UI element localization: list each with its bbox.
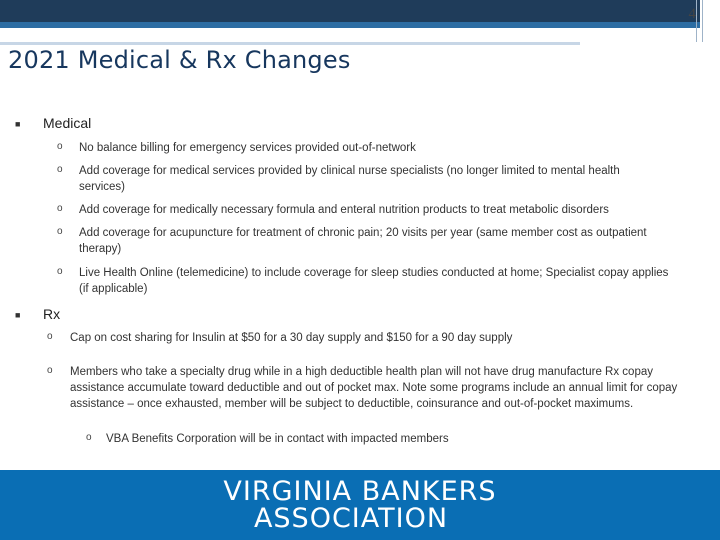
circle-bullet-icon: o xyxy=(57,226,63,237)
circle-bullet-icon: o xyxy=(47,331,53,342)
circle-bullet-icon: o xyxy=(57,203,63,214)
header-bar xyxy=(0,0,700,22)
vba-logo xyxy=(0,478,720,532)
circle-bullet-icon: o xyxy=(86,432,92,443)
square-bullet-icon: ■ xyxy=(15,310,21,320)
logo-line-1: VIRGINIA BANKERS xyxy=(223,476,497,507)
circle-bullet-icon: o xyxy=(57,164,63,175)
page-number: 4 xyxy=(688,6,696,22)
header-accent xyxy=(0,22,700,28)
page-title: 2021 Medical & Rx Changes xyxy=(8,46,351,74)
square-bullet-icon: ■ xyxy=(15,119,21,129)
header-divider xyxy=(696,0,697,42)
list-item: Add coverage for acupuncture for treatment of chronic pain; 20 visits per year (same member cost as outpatient therapy) xyxy=(79,227,647,255)
circle-bullet-icon: o xyxy=(57,141,63,152)
header-divider xyxy=(702,0,703,42)
list-item: Add coverage for medically necessary formula and enteral nutrition products to treat metabolic disorders xyxy=(79,204,609,216)
circle-bullet-icon: o xyxy=(57,266,63,277)
list-item: Live Health Online (telemedicine) to include coverage for sleep studies conducted at home; Specialist copay applies (if applicable) xyxy=(79,267,669,295)
section-heading-rx: Rx xyxy=(43,306,61,322)
title-rule xyxy=(0,42,580,45)
logo-line-2: ASSOCIATION xyxy=(253,503,449,534)
sub-list-item: VBA Benefits Corporation will be in contact with impacted members xyxy=(106,433,449,445)
circle-bullet-icon: o xyxy=(47,365,53,376)
list-item: Cap on cost sharing for Insulin at $50 for a 30 day supply and $150 for a 90 day supply xyxy=(70,332,513,344)
section-heading-medical: Medical xyxy=(43,115,92,131)
list-item: No balance billing for emergency services provided out-of-network xyxy=(79,142,416,154)
list-item: Members who take a specialty drug while in a high deductible health plan will not have drug manufacture Rx copay assistance accumulate toward deductible and out of pocket max. Note some programs include an annual limit for copay assistance – once exhausted, member will be subject to deductible, coinsurance and out-of-pocket maximums. xyxy=(70,366,678,410)
list-item: Add coverage for medical services provided by clinical nurse specialists (no longer limited to mental health services) xyxy=(79,165,620,193)
